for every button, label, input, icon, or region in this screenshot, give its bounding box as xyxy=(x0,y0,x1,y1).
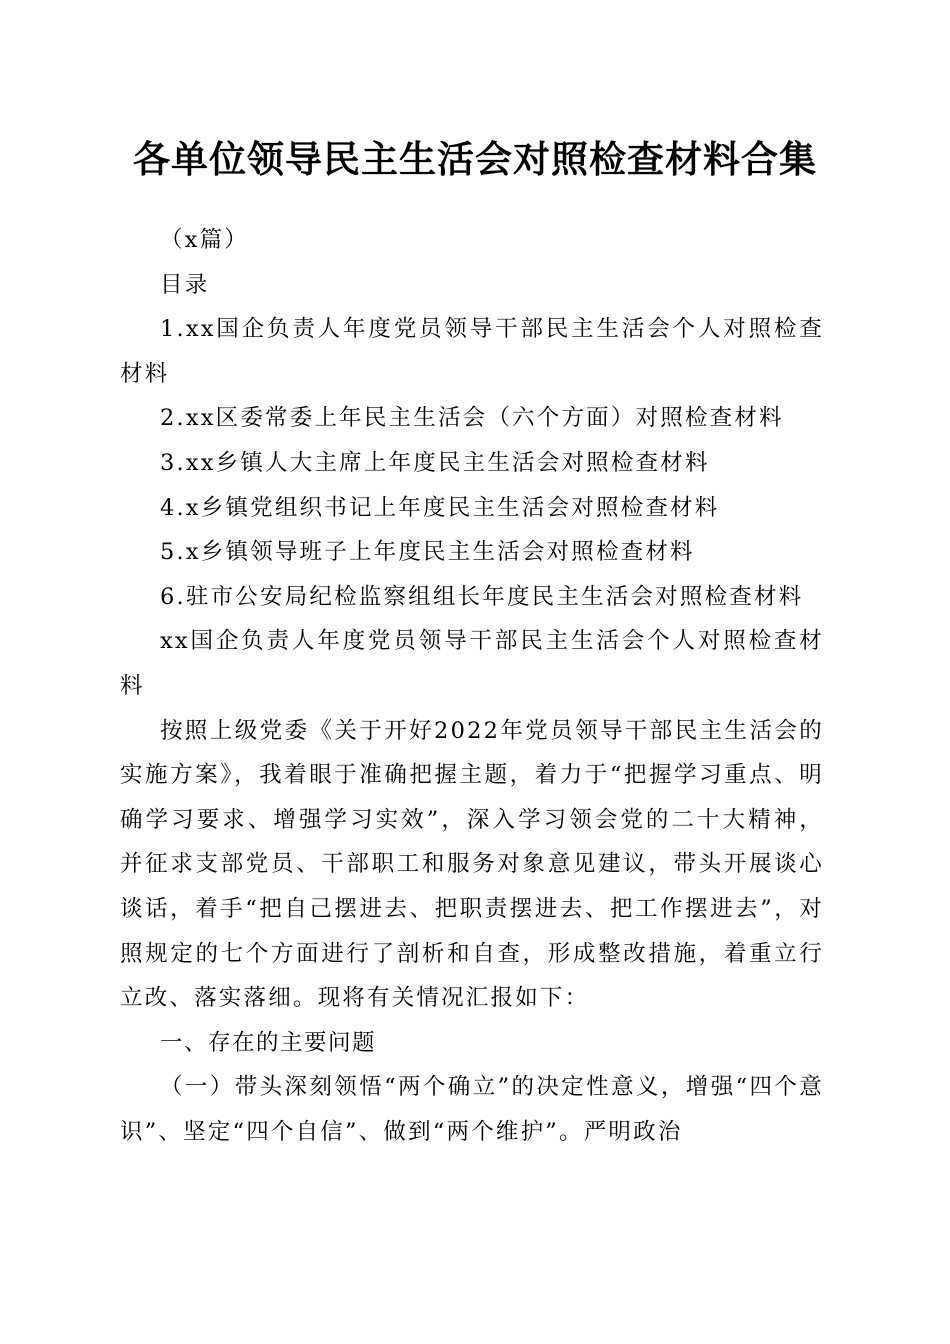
toc-item-3: 3.xx乡镇人大主席上年度民主生活会对照检查材料 xyxy=(160,449,710,476)
count-note: （x篇） xyxy=(160,227,249,253)
subpoint-1: （一）带头深刻领悟“两个确立”的决定性意义，增强“四个意识”、坚定“四个自信”、做到“两个维护”。严明政治 xyxy=(120,1074,824,1145)
heading-main-problems: 一、存在的主要问题 xyxy=(160,1029,377,1056)
toc-item-4: 4.x乡镇党组织书记上年度民主生活会对照检查材料 xyxy=(160,494,720,521)
document-title: 各单位领导民主生活会对照检查材料合集 xyxy=(133,138,817,181)
toc-label: 目录 xyxy=(160,271,210,298)
intro-paragraph: 按照上级党委《关于开好2022年党员领导干部民主生活会的实施方案》，我着眼于准确把握主题，着力于“把握学习重点、明确学习要求、增强学习实效”，深入学习领会党的二十大精神，并征求支部党员、干部职工和服务对象意见建议，带头开展谈心谈话，着手“把自己摆进去、把职责摆进去、把工作摆进去”，对照规定的七个方面进行了剖析和自查，形成整改措施，着重立行立改、落实落细。现将有关情况汇报如下： xyxy=(120,717,824,1012)
toc-item-2: 2.xx区委常委上年民主生活会（六个方面）对照检查材料 xyxy=(160,405,784,432)
spacer xyxy=(120,206,824,218)
section-title: xx国企负责人年度党员领导干部民主生活会个人对照检查材料 xyxy=(120,628,824,699)
toc-item-1: 1.xx国企负责人年度党员领导干部民主生活会个人对照检查材料 xyxy=(120,316,824,387)
document-body xyxy=(120,206,824,1154)
toc-item-5: 5.x乡镇领导班子上年度民主生活会对照检查材料 xyxy=(160,539,695,566)
toc-item-6: 6.驻市公安局纪检监察组组长年度民主生活会对照检查材料 xyxy=(160,583,804,610)
